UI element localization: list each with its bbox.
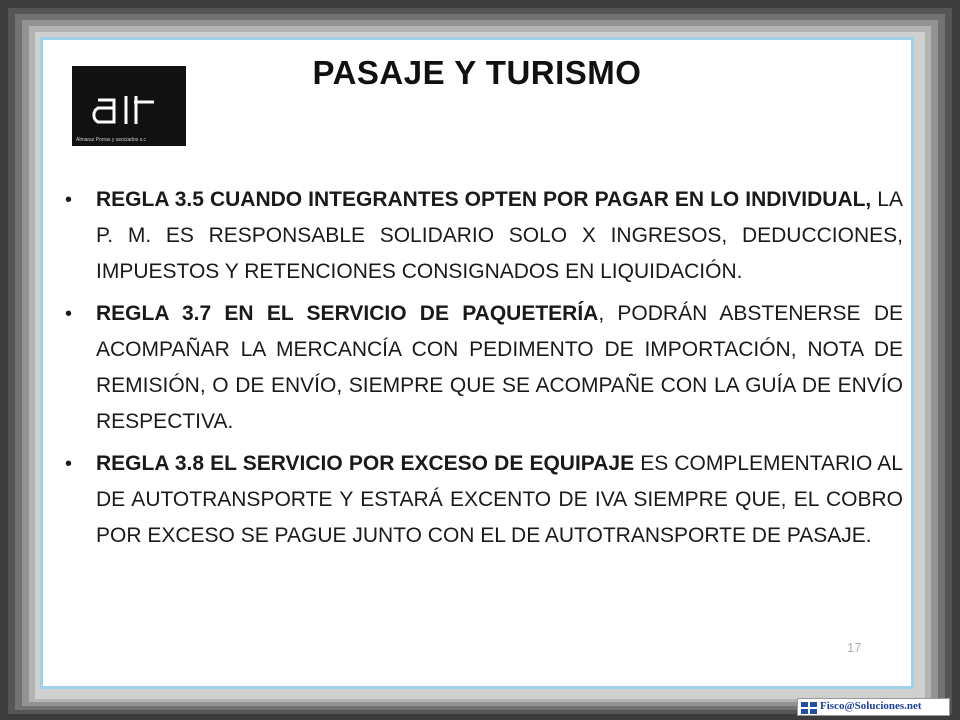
footer-brand-text: Fisco@Soluciones.net xyxy=(820,700,922,712)
rule-text: LA P. M. ES RESPONSABLE SOLIDARIO SOLO X INGRESOS, DEDUCCIONES, IMPUESTOS Y RETENCIONES CONSIGNADOS EN LIQUIDACIÓN. xyxy=(96,188,903,283)
page-title: PASAJE Y TURISMO xyxy=(312,54,642,91)
rule-heading: REGLA 3.8 EL SERVICIO POR EXCESO DE EQUIPAJE xyxy=(96,452,635,475)
bullet-icon: • xyxy=(65,189,73,211)
page-number: 17 xyxy=(847,640,862,655)
rule-text: ES COMPLEMENTARIO AL DE AUTOTRANSPORTE Y ESTARÁ EXCENTO DE IVA SIEMPRE QUE, EL COBRO POR EXCESO SE PAGUE JUNTO CON EL DE AUTOTRANSPORTE DE PASAJE. xyxy=(96,452,903,547)
bullet-icon: • xyxy=(65,453,73,475)
list-item xyxy=(65,182,903,290)
footer-brand-logo xyxy=(797,698,950,716)
slide-content xyxy=(40,37,914,689)
rule-heading: REGLA 3.5 CUANDO INTEGRANTES OPTEN POR PAGAR EN LO INDIVIDUAL, xyxy=(96,188,872,211)
logo-caption: Almaraz Porras y asociados s.c xyxy=(76,137,147,143)
grid-icon xyxy=(801,702,817,714)
rule-heading: REGLA 3.7 EN EL SERVICIO DE PAQUETERÍA xyxy=(96,302,599,325)
bullet-icon: • xyxy=(65,303,73,325)
rule-text: , PODRÁN ABSTENERSE DE ACOMPAÑAR LA MERCANCÍA CON PEDIMENTO DE IMPORTACIÓN, NOTA DE REMISIÓN, O DE ENVÍO, SIEMPRE QUE SE ACOMPAÑE CON LA GUÍA DE ENVÍO RESPECTIVA. xyxy=(96,302,903,433)
list-item xyxy=(65,446,903,554)
bullet-list xyxy=(65,182,903,560)
list-item xyxy=(65,296,903,440)
